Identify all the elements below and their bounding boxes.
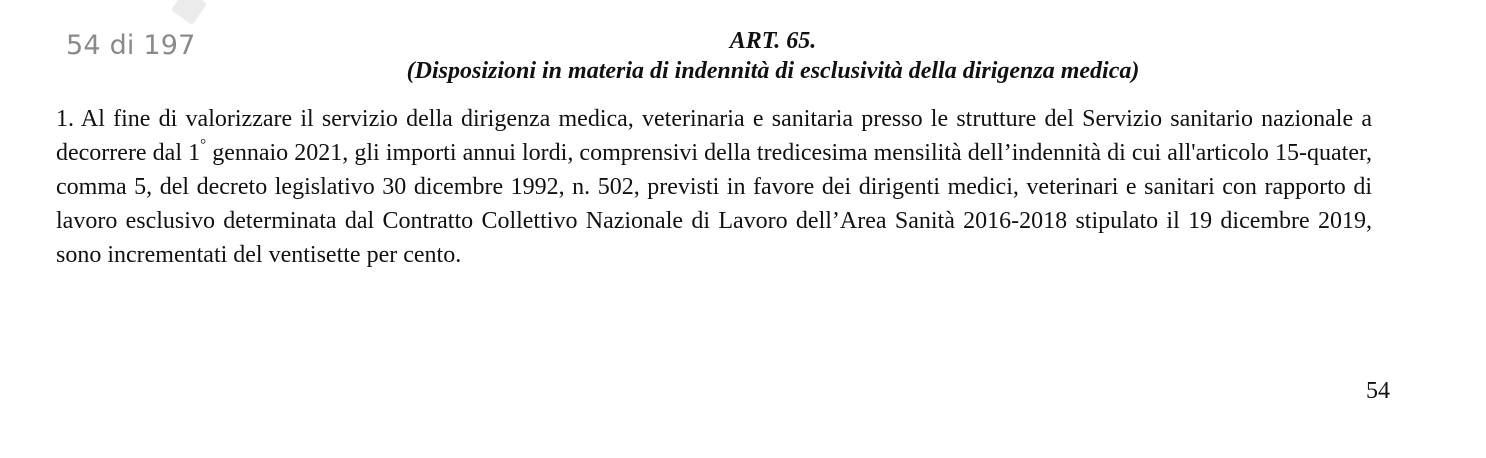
article-title: (Disposizioni in materia di indennità di esclusività della dirigenza medica) [406, 58, 1140, 84]
paragraph-text-start: 1. Al fine di valorizzare il servizio della dirigenza medica, veterinaria e sanitaria presso le strutture del Servizio sanitario nazionale a decorrere dal 1 [56, 106, 1372, 166]
page-indicator-current: 54 [66, 30, 101, 61]
article-section [56, 26, 1410, 272]
page-number: 54 [1366, 378, 1390, 404]
article-paragraph [56, 102, 1372, 272]
scroll-hint-shape [171, 0, 207, 25]
article-number: ART. 65. [729, 28, 817, 54]
paragraph-text-end: gennaio 2021, gli importi annui lordi, comprensivi della tredicesima mensilità dell’indennità di cui all'articolo 15-quater, comma 5, del decreto legislativo 30 dicembre 1992, n. 502, previsti in favore dei dirigenti medici, veterinari e sanitari con rapporto di lavoro esclusivo determinata dal Contratto Collettivo Nazionale di Lavoro dell’Area Sanità 2016-2018 stipulato il 19 dicembre 2019, sono incrementati del ventisette per cento. [56, 140, 1372, 268]
page-indicator-total: 197 [143, 30, 196, 61]
degree-superscript: ° [200, 137, 207, 153]
page-indicator-separator: di [109, 30, 135, 61]
